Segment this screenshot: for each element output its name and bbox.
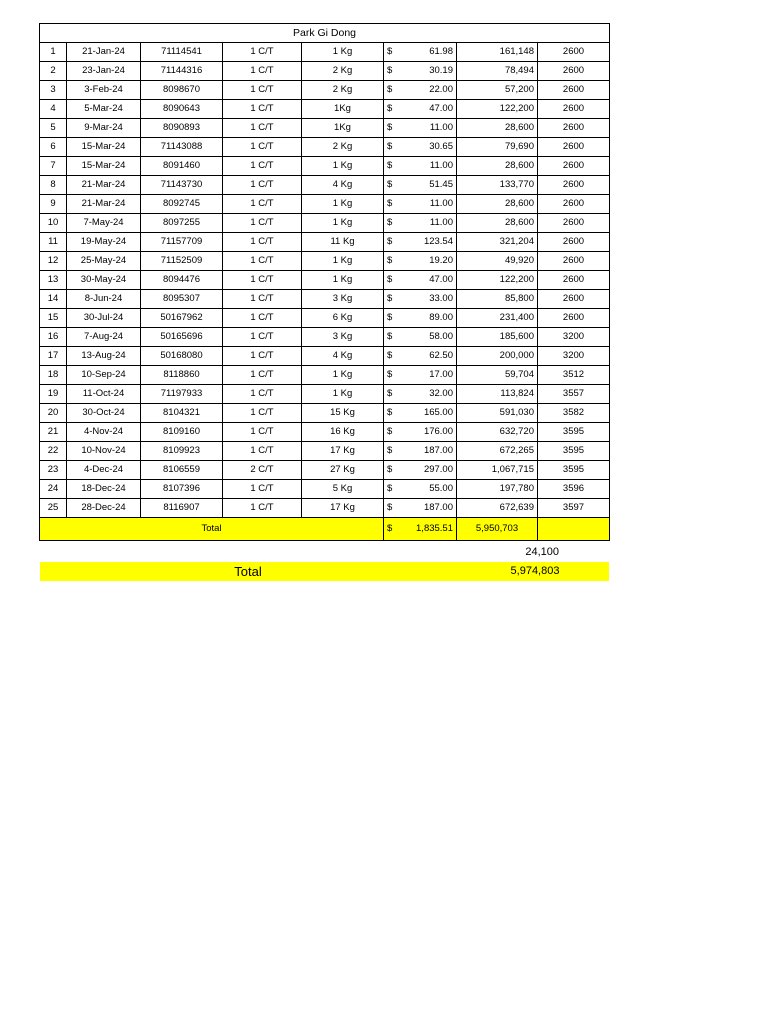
rate-cell: 3512 <box>538 366 610 385</box>
currency-symbol: $ <box>384 157 406 176</box>
currency-symbol: $ <box>384 423 406 442</box>
krw-amount-cell: 185,600 <box>457 328 538 347</box>
currency-symbol: $ <box>384 100 406 119</box>
usd-amount-cell: 30.19 <box>406 62 457 81</box>
usd-amount-cell: 187.00 <box>406 499 457 518</box>
grand-total-bar <box>40 562 609 581</box>
krw-amount-cell: 672,639 <box>457 499 538 518</box>
usd-amount-cell: 17.00 <box>406 366 457 385</box>
table-row <box>40 480 610 499</box>
weight-cell: 4 Kg <box>302 347 384 366</box>
row-number: 20 <box>40 404 67 423</box>
weight-cell: 1 Kg <box>302 214 384 233</box>
currency-symbol: $ <box>384 442 406 461</box>
currency-symbol: $ <box>384 233 406 252</box>
quantity-cell: 1 C/T <box>223 138 302 157</box>
reference-cell: 50168080 <box>141 347 223 366</box>
table-row <box>40 347 610 366</box>
row-number: 10 <box>40 214 67 233</box>
date-cell: 28-Dec-24 <box>67 499 141 518</box>
krw-amount-cell: 122,200 <box>457 271 538 290</box>
rate-cell: 2600 <box>538 62 610 81</box>
currency-symbol: $ <box>384 271 406 290</box>
usd-amount-cell: 89.00 <box>406 309 457 328</box>
quantity-cell: 1 C/T <box>223 423 302 442</box>
reference-cell: 71152509 <box>141 252 223 271</box>
quantity-cell: 1 C/T <box>223 233 302 252</box>
shipment-table <box>39 23 610 541</box>
krw-amount-cell: 321,204 <box>457 233 538 252</box>
sheet-title: Park Gi Dong <box>40 24 610 43</box>
rate-cell: 2600 <box>538 214 610 233</box>
reference-cell: 8090643 <box>141 100 223 119</box>
reference-cell: 8091460 <box>141 157 223 176</box>
usd-amount-cell: 11.00 <box>406 195 457 214</box>
table-row <box>40 100 610 119</box>
currency-symbol: $ <box>384 252 406 271</box>
quantity-cell: 1 C/T <box>223 328 302 347</box>
krw-amount-cell: 1,067,715 <box>457 461 538 480</box>
krw-amount-cell: 28,600 <box>457 119 538 138</box>
row-number: 15 <box>40 309 67 328</box>
krw-amount-cell: 113,824 <box>457 385 538 404</box>
total-empty-cell <box>538 518 610 541</box>
quantity-cell: 1 C/T <box>223 271 302 290</box>
date-cell: 21-Jan-24 <box>67 43 141 62</box>
row-number: 21 <box>40 423 67 442</box>
currency-symbol: $ <box>384 309 406 328</box>
weight-cell: 1 Kg <box>302 195 384 214</box>
krw-amount-cell: 231,400 <box>457 309 538 328</box>
table-row <box>40 81 610 100</box>
table-row <box>40 138 610 157</box>
currency-symbol: $ <box>384 214 406 233</box>
weight-cell: 11 Kg <box>302 233 384 252</box>
table-row <box>40 233 610 252</box>
quantity-cell: 1 C/T <box>223 309 302 328</box>
date-cell: 4-Dec-24 <box>67 461 141 480</box>
row-number: 13 <box>40 271 67 290</box>
weight-cell: 15 Kg <box>302 404 384 423</box>
date-cell: 3-Feb-24 <box>67 81 141 100</box>
currency-symbol: $ <box>384 480 406 499</box>
rate-cell: 3595 <box>538 442 610 461</box>
date-cell: 10-Nov-24 <box>67 442 141 461</box>
table-row <box>40 195 610 214</box>
date-cell: 7-Aug-24 <box>67 328 141 347</box>
rate-cell: 2600 <box>538 290 610 309</box>
reference-cell: 8095307 <box>141 290 223 309</box>
krw-amount-cell: 200,000 <box>457 347 538 366</box>
krw-amount-cell: 78,494 <box>457 62 538 81</box>
row-number: 24 <box>40 480 67 499</box>
table-row <box>40 442 610 461</box>
row-number: 2 <box>40 62 67 81</box>
usd-amount-cell: 58.00 <box>406 328 457 347</box>
usd-amount-cell: 51.45 <box>406 176 457 195</box>
date-cell: 11-Oct-24 <box>67 385 141 404</box>
date-cell: 30-Jul-24 <box>67 309 141 328</box>
date-cell: 21-Mar-24 <box>67 176 141 195</box>
reference-cell: 8092745 <box>141 195 223 214</box>
currency-symbol: $ <box>384 290 406 309</box>
date-cell: 25-May-24 <box>67 252 141 271</box>
usd-amount-cell: 47.00 <box>406 271 457 290</box>
grand-total-value: 5,974,803 <box>510 565 560 577</box>
rate-cell: 3582 <box>538 404 610 423</box>
reference-cell: 8116907 <box>141 499 223 518</box>
table-row <box>40 290 610 309</box>
date-cell: 8-Jun-24 <box>67 290 141 309</box>
row-number: 11 <box>40 233 67 252</box>
table-row <box>40 499 610 518</box>
date-cell: 23-Jan-24 <box>67 62 141 81</box>
date-cell: 30-Oct-24 <box>67 404 141 423</box>
table-row <box>40 214 610 233</box>
reference-cell: 71143088 <box>141 138 223 157</box>
weight-cell: 1Kg <box>302 100 384 119</box>
krw-amount-cell: 28,600 <box>457 157 538 176</box>
currency-symbol: $ <box>384 461 406 480</box>
reference-cell: 8109160 <box>141 423 223 442</box>
reference-cell: 8104321 <box>141 404 223 423</box>
quantity-cell: 1 C/T <box>223 176 302 195</box>
row-number: 8 <box>40 176 67 195</box>
rate-cell: 2600 <box>538 271 610 290</box>
quantity-cell: 1 C/T <box>223 442 302 461</box>
rate-cell: 2600 <box>538 81 610 100</box>
usd-amount-cell: 55.00 <box>406 480 457 499</box>
row-number: 3 <box>40 81 67 100</box>
table-row <box>40 309 610 328</box>
quantity-cell: 1 C/T <box>223 347 302 366</box>
quantity-cell: 1 C/T <box>223 43 302 62</box>
currency-symbol: $ <box>384 62 406 81</box>
table-row <box>40 252 610 271</box>
quantity-cell: 2 C/T <box>223 461 302 480</box>
table-row <box>40 385 610 404</box>
quantity-cell: 1 C/T <box>223 157 302 176</box>
rate-cell: 3595 <box>538 461 610 480</box>
reference-cell: 8106559 <box>141 461 223 480</box>
quantity-cell: 1 C/T <box>223 252 302 271</box>
krw-amount-cell: 49,920 <box>457 252 538 271</box>
currency-symbol: $ <box>384 366 406 385</box>
weight-cell: 1 Kg <box>302 157 384 176</box>
quantity-cell: 1 C/T <box>223 385 302 404</box>
currency-symbol: $ <box>384 404 406 423</box>
row-number: 6 <box>40 138 67 157</box>
date-cell: 4-Nov-24 <box>67 423 141 442</box>
date-cell: 15-Mar-24 <box>67 138 141 157</box>
reference-cell: 71144316 <box>141 62 223 81</box>
date-cell: 18-Dec-24 <box>67 480 141 499</box>
usd-amount-cell: 47.00 <box>406 100 457 119</box>
reference-cell: 8090893 <box>141 119 223 138</box>
row-number: 23 <box>40 461 67 480</box>
rate-cell: 2600 <box>538 233 610 252</box>
weight-cell: 6 Kg <box>302 309 384 328</box>
row-number: 18 <box>40 366 67 385</box>
total-krw: 5,950,703 <box>457 518 538 541</box>
usd-amount-cell: 22.00 <box>406 81 457 100</box>
usd-amount-cell: 297.00 <box>406 461 457 480</box>
table-row <box>40 328 610 347</box>
currency-symbol: $ <box>384 347 406 366</box>
quantity-cell: 1 C/T <box>223 366 302 385</box>
table-row <box>40 404 610 423</box>
krw-amount-cell: 133,770 <box>457 176 538 195</box>
krw-amount-cell: 632,720 <box>457 423 538 442</box>
usd-amount-cell: 11.00 <box>406 214 457 233</box>
total-row <box>40 518 610 541</box>
quantity-cell: 1 C/T <box>223 81 302 100</box>
rate-cell: 2600 <box>538 43 610 62</box>
usd-amount-cell: 61.98 <box>406 43 457 62</box>
reference-cell: 50167962 <box>141 309 223 328</box>
currency-symbol: $ <box>384 518 406 541</box>
rate-cell: 2600 <box>538 309 610 328</box>
date-cell: 10-Sep-24 <box>67 366 141 385</box>
weight-cell: 3 Kg <box>302 328 384 347</box>
total-usd: 1,835.51 <box>406 518 457 541</box>
reference-cell: 50165696 <box>141 328 223 347</box>
table-row <box>40 271 610 290</box>
weight-cell: 3 Kg <box>302 290 384 309</box>
usd-amount-cell: 62.50 <box>406 347 457 366</box>
row-number: 14 <box>40 290 67 309</box>
date-cell: 7-May-24 <box>67 214 141 233</box>
quantity-cell: 1 C/T <box>223 499 302 518</box>
reference-cell: 71143730 <box>141 176 223 195</box>
table-row <box>40 176 610 195</box>
rate-cell: 2600 <box>538 138 610 157</box>
table-row <box>40 423 610 442</box>
reference-cell: 71197933 <box>141 385 223 404</box>
date-cell: 19-May-24 <box>67 233 141 252</box>
weight-cell: 2 Kg <box>302 81 384 100</box>
row-number: 4 <box>40 100 67 119</box>
weight-cell: 1 Kg <box>302 385 384 404</box>
currency-symbol: $ <box>384 328 406 347</box>
table-row <box>40 62 610 81</box>
usd-amount-cell: 187.00 <box>406 442 457 461</box>
quantity-cell: 1 C/T <box>223 214 302 233</box>
total-label: Total <box>40 518 384 541</box>
krw-amount-cell: 122,200 <box>457 100 538 119</box>
usd-amount-cell: 123.54 <box>406 233 457 252</box>
reference-cell: 8097255 <box>141 214 223 233</box>
table-row <box>40 157 610 176</box>
weight-cell: 1Kg <box>302 119 384 138</box>
row-number: 16 <box>40 328 67 347</box>
row-number: 22 <box>40 442 67 461</box>
date-cell: 13-Aug-24 <box>67 347 141 366</box>
extra-amount: 24,100 <box>525 546 559 558</box>
quantity-cell: 1 C/T <box>223 100 302 119</box>
rate-cell: 2600 <box>538 100 610 119</box>
reference-cell: 8118860 <box>141 366 223 385</box>
currency-symbol: $ <box>384 81 406 100</box>
weight-cell: 1 Kg <box>302 43 384 62</box>
reference-cell: 8098670 <box>141 81 223 100</box>
rate-cell: 2600 <box>538 119 610 138</box>
grand-total-label: Total <box>234 564 262 579</box>
krw-amount-cell: 79,690 <box>457 138 538 157</box>
usd-amount-cell: 30.65 <box>406 138 457 157</box>
weight-cell: 1 Kg <box>302 271 384 290</box>
weight-cell: 27 Kg <box>302 461 384 480</box>
usd-amount-cell: 176.00 <box>406 423 457 442</box>
row-number: 25 <box>40 499 67 518</box>
currency-symbol: $ <box>384 176 406 195</box>
row-number: 17 <box>40 347 67 366</box>
rate-cell: 3595 <box>538 423 610 442</box>
row-number: 12 <box>40 252 67 271</box>
reference-cell: 8094476 <box>141 271 223 290</box>
rate-cell: 2600 <box>538 157 610 176</box>
rate-cell: 3557 <box>538 385 610 404</box>
krw-amount-cell: 28,600 <box>457 214 538 233</box>
weight-cell: 17 Kg <box>302 442 384 461</box>
table-row <box>40 461 610 480</box>
quantity-cell: 1 C/T <box>223 119 302 138</box>
usd-amount-cell: 11.00 <box>406 119 457 138</box>
reference-cell: 71157709 <box>141 233 223 252</box>
date-cell: 15-Mar-24 <box>67 157 141 176</box>
quantity-cell: 1 C/T <box>223 480 302 499</box>
weight-cell: 1 Kg <box>302 366 384 385</box>
currency-symbol: $ <box>384 138 406 157</box>
rate-cell: 3200 <box>538 328 610 347</box>
date-cell: 30-May-24 <box>67 271 141 290</box>
quantity-cell: 1 C/T <box>223 404 302 423</box>
weight-cell: 2 Kg <box>302 62 384 81</box>
reference-cell: 8107396 <box>141 480 223 499</box>
usd-amount-cell: 11.00 <box>406 157 457 176</box>
currency-symbol: $ <box>384 43 406 62</box>
weight-cell: 16 Kg <box>302 423 384 442</box>
date-cell: 9-Mar-24 <box>67 119 141 138</box>
date-cell: 5-Mar-24 <box>67 100 141 119</box>
quantity-cell: 1 C/T <box>223 195 302 214</box>
krw-amount-cell: 591,030 <box>457 404 538 423</box>
krw-amount-cell: 161,148 <box>457 43 538 62</box>
usd-amount-cell: 33.00 <box>406 290 457 309</box>
currency-symbol: $ <box>384 119 406 138</box>
row-number: 19 <box>40 385 67 404</box>
krw-amount-cell: 197,780 <box>457 480 538 499</box>
rate-cell: 3200 <box>538 347 610 366</box>
usd-amount-cell: 165.00 <box>406 404 457 423</box>
quantity-cell: 1 C/T <box>223 290 302 309</box>
row-number: 9 <box>40 195 67 214</box>
currency-symbol: $ <box>384 195 406 214</box>
reference-cell: 8109923 <box>141 442 223 461</box>
currency-symbol: $ <box>384 385 406 404</box>
table-row <box>40 366 610 385</box>
weight-cell: 2 Kg <box>302 138 384 157</box>
quantity-cell: 1 C/T <box>223 62 302 81</box>
weight-cell: 4 Kg <box>302 176 384 195</box>
rate-cell: 3597 <box>538 499 610 518</box>
currency-symbol: $ <box>384 499 406 518</box>
krw-amount-cell: 59,704 <box>457 366 538 385</box>
row-number: 1 <box>40 43 67 62</box>
title-row <box>40 24 610 43</box>
krw-amount-cell: 672,265 <box>457 442 538 461</box>
rate-cell: 2600 <box>538 252 610 271</box>
usd-amount-cell: 32.00 <box>406 385 457 404</box>
reference-cell: 71114541 <box>141 43 223 62</box>
weight-cell: 5 Kg <box>302 480 384 499</box>
weight-cell: 1 Kg <box>302 252 384 271</box>
row-number: 7 <box>40 157 67 176</box>
date-cell: 21-Mar-24 <box>67 195 141 214</box>
usd-amount-cell: 19.20 <box>406 252 457 271</box>
krw-amount-cell: 57,200 <box>457 81 538 100</box>
krw-amount-cell: 28,600 <box>457 195 538 214</box>
table-row <box>40 43 610 62</box>
row-number: 5 <box>40 119 67 138</box>
rate-cell: 3596 <box>538 480 610 499</box>
weight-cell: 17 Kg <box>302 499 384 518</box>
rate-cell: 2600 <box>538 195 610 214</box>
rate-cell: 2600 <box>538 176 610 195</box>
krw-amount-cell: 85,800 <box>457 290 538 309</box>
table-row <box>40 119 610 138</box>
